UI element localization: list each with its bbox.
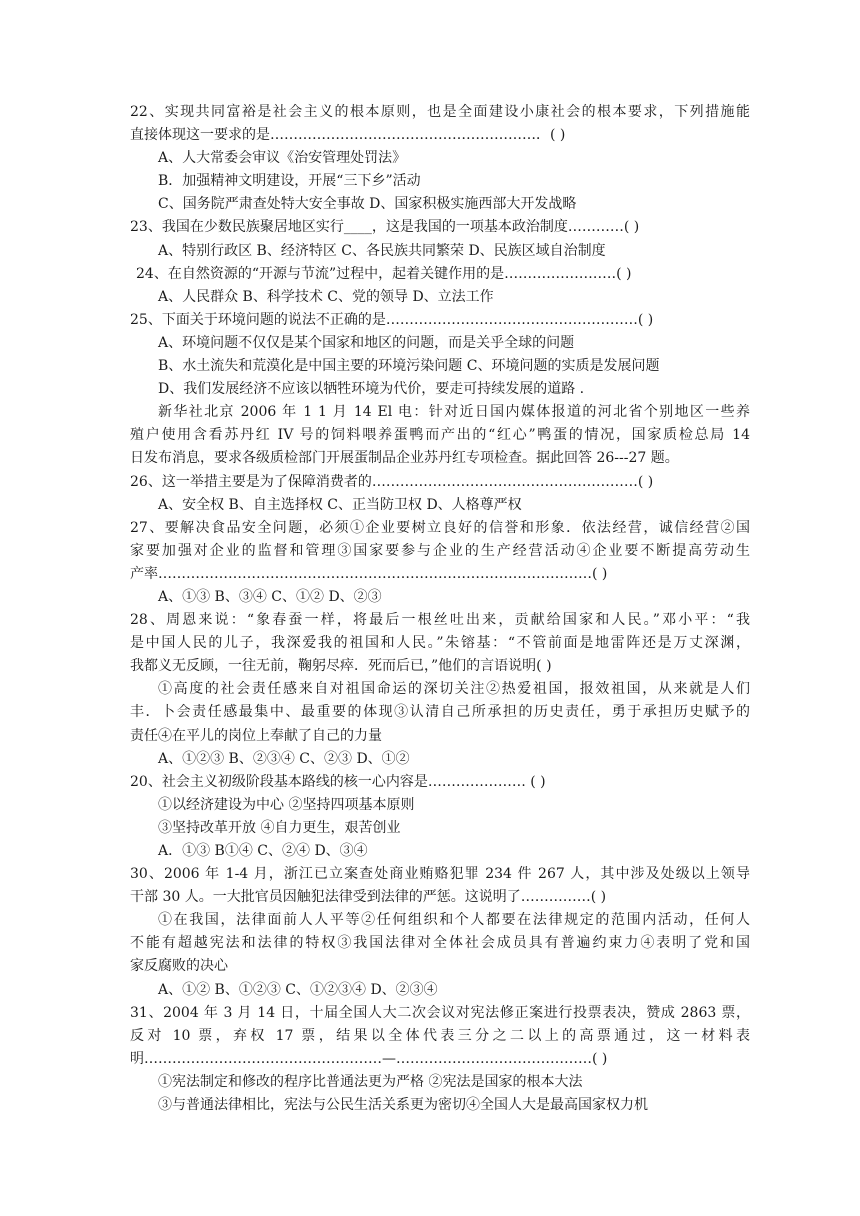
question-25-option-bc: B、水土流失和荒漠化是中国主要的环境污染问题 C、环境问题的实质是发展问题 — [158, 358, 660, 375]
question-25-option-d: D、我们发展经济不应该以牺牲环境为代价，要走可持续发展的道路 . — [158, 381, 585, 398]
question-27-stem-end: 产率…………………………………………………………………………………( ) — [130, 565, 608, 582]
question-30-statements-end: 家反腐败的决心 — [130, 958, 228, 975]
question-28-stem-end: 我都义无反顾，一往无前，鞠躬尽瘁．死而后已，”他们的言语说明( ) — [130, 658, 552, 675]
question-23-stem: 23、我国在少数民族聚居地区实行____，这是我国的一项基本政治制度…………( ) — [130, 219, 640, 236]
question-24-stem: 24、在自然资源的“开源与节流”过程中，起着关键作用的是……………………( ) — [136, 265, 632, 282]
question-31-stem-end: 明……………………………………………—……………………………………( ) — [130, 1050, 608, 1067]
question-22-stem: 22、实现共同富裕是社会主义的根本原则，也是全面建设小康社会的根本要求，下列措施能 — [130, 104, 750, 120]
question-20-statements-1: ①以经济建设为中心 ②坚持四项基本原则 — [158, 796, 415, 813]
question-28-statements-end: 责任④在平儿的岗位上奉献了自己的力量 — [130, 727, 382, 744]
question-28-stem-cont: 是中国人民的儿子，我深爱我的祖国和人民。”朱镕基：“不管前面是地雷阵还是万丈深渊， — [130, 635, 750, 652]
question-30-stem: 30、2006 年 1-4 月，浙江已立案查处商业贿赂犯罪 234 件 267 人，其中涉及处级以上领导 — [130, 866, 750, 883]
question-27-stem: 27、要解决食品安全问题，必须①企业要树立良好的信誉和形象．依法经营，诚信经营②国 — [130, 519, 750, 536]
question-28-options: A、①②③ B、②③④ C、②③ D、①② — [158, 750, 410, 767]
question-22-option-a: A、人大常委会审议《治安管理处罚法》 — [158, 150, 407, 167]
question-26-options: A、安全权 B、自主选择权 C、正当防卫权 D、人格尊严权 — [158, 496, 522, 513]
question-30-options: A、①② B、①②③ C、①②③④ D、②③④ — [158, 981, 438, 998]
question-26-stem: 26、这一举措主要是为了保障消费者的…………………………………………………( ) — [130, 473, 654, 490]
question-31-statements-2: ③与普通法律相比，宪法与公民生活关系更为密切④全国人大是最高国家权力机 — [158, 1097, 648, 1114]
exam-page — [130, 101, 750, 1117]
question-20-options: A．①③ B①④ C、②④ D、③④ — [158, 843, 368, 859]
question-27-options: A、①③ B、③④ C、①② D、②③ — [158, 588, 382, 605]
question-28-stem: 28、周恩来说：“象春蚕一样，将最后一根丝吐出来，贡献给国家和人民。”邓小平：“我 — [130, 612, 750, 629]
question-30-statements: ①在我国，法律面前人人平等②任何组织和个人都要在法律规定的范围内活动，任何人 — [158, 912, 750, 929]
question-28-statements: ①高度的社会责任感来自对祖国命运的深切关注②热爱祖国，报效祖国，从来就是人们 — [158, 681, 750, 698]
question-22-stem-cont: 直接体现这一要求的是…………………………………………………．( ) — [130, 127, 566, 144]
question-27-stem-cont: 家要加强对企业的监督和管理③国家要参与企业的生产经营活动④企业要不断提高劳动生 — [130, 542, 750, 559]
question-25-stem: 25、下面关于环境问题的说法不正确的是………………………………………………( ) — [130, 311, 654, 328]
question-31-statements-1: ①宪法制定和修改的程序比普通法更为严格 ②宪法是国家的根本大法 — [158, 1073, 583, 1090]
question-22-option-b: B．加强精神文明建设，开展“三下乡”活动 — [158, 173, 421, 190]
question-24-options: A、人民群众 B、科学技术 C、党的领导 D、立法工作 — [158, 288, 494, 305]
material-paragraph-cont: 殖户使用含看苏丹红 IV 号的饲料喂养蛋鸭而产出的“红心”鸭蛋的情况，国家质检总局 14 — [130, 427, 750, 444]
question-31-stem-cont: 反对 10 票，弃权 17 票，结果以全体代表三分之二以上的高票通过，这一材料表 — [130, 1027, 750, 1044]
question-25-option-a: A、环境问题不仅仅是某个国家和地区的问题，而是关乎全球的问题 — [158, 334, 575, 351]
question-30-statements-cont: 不能有超越宪法和法律的特权③我国法律对全体社会成员具有普遍约束力④表明了党和国 — [130, 935, 750, 952]
question-22-option-cd: C、国务院严肃查处特大安全事故 D、国家积极实施西部大开发战略 — [158, 196, 577, 213]
material-paragraph-end: 日发布消息，要求各级质检部门开展蛋制品企业苏丹红专项检查。据此回答 26---27 题。 — [130, 450, 679, 467]
question-20-stem: 20、社会主义初级阶段基本路线的核一心内容是………………… ( ) — [130, 773, 546, 790]
question-30-stem-cont: 干部 30 人。一大批官员因触犯法律受到法律的严惩。这说明了……………( ) — [130, 889, 607, 906]
material-paragraph: 新华社北京 2006 年 1 1 月 14 El 电：针对近日国内媒体报道的河北省个别地区一些养 — [158, 404, 750, 421]
question-31-stem: 31、2004 年 3 月 14 日，十届全国人大二次会议对宪法修正案进行投票表决，赞成 2863 票， — [130, 1004, 750, 1021]
question-20-statements-2: ③坚持改革开放 ④自力更生，艰苦创业 — [158, 819, 401, 836]
question-28-statements-cont: 丰．卜会责任感最集中、最重要的体现③认清自己所承担的历史责任，勇于承担历史赋予的 — [130, 704, 750, 721]
question-23-options: A、特别行政区 B、经济特区 C、各民族共同繁荣 D、民族区域自治制度 — [158, 242, 606, 259]
